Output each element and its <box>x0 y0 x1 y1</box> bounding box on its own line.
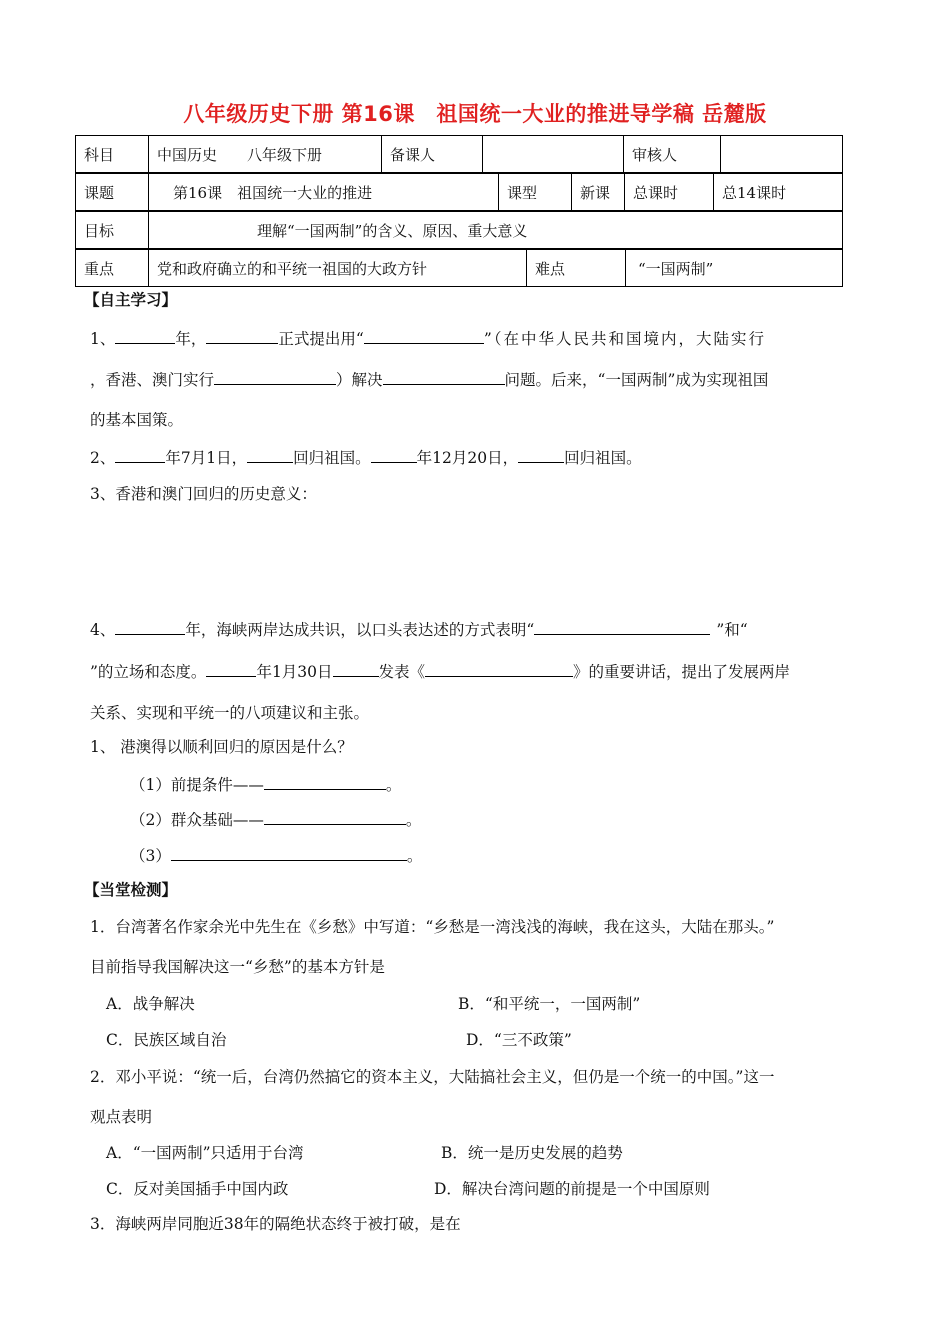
lesson-info-table <box>75 135 843 173</box>
difficulty-value: “一国两制” <box>626 250 843 287</box>
reviewer-label: 审核人 <box>624 136 721 173</box>
lesson-label: 课题 <box>76 174 149 211</box>
check-question-2-line-1: 2．邓小平说：“统一后，台湾仍然搞它的资本主义，大陆搞社会主义，但仍是一个统一的中国。”这一 <box>90 1068 775 1086</box>
table-row <box>76 250 843 287</box>
question-1-line-2: ，香港、澳门实行 ）解决 问题。后来，“一国两制”成为实现祖国 <box>90 371 769 389</box>
question-4-line-2: ”的立场和态度。 年1月30日 发表《 》的重要讲话，提出了发展两岸 <box>90 663 791 681</box>
lesson-value: 第16课 祖国统一大业的推进 <box>149 174 499 211</box>
check-question-3-line-1: 3．海峡两岸同胞近38年的隔绝状态终于被打破，是在 <box>90 1215 461 1233</box>
question-5-item-2: （2）群众基础—— 。 <box>130 811 422 829</box>
check-question-1-option-a: A．战争解决 <box>106 995 195 1013</box>
question-1-line-3: 的基本国策。 <box>90 411 184 429</box>
total-value: 总14课时 <box>714 174 843 211</box>
question-1-line-1: 1、 年， 正式提出用“ ”（在中华人民共和国境内，大陆实行 <box>90 330 767 348</box>
section-heading-self-study: 【自主学习】 <box>84 291 178 309</box>
check-question-2-option-a: A．“一国两制”只适用于台湾 <box>106 1144 304 1162</box>
preparer-value <box>483 136 624 173</box>
question-5: 1、 港澳得以顺利回归的原因是什么？ <box>90 738 353 756</box>
subject-label: 科目 <box>76 136 149 173</box>
question-4-line-1: 4、 年，海峡两岸达成共识，以口头表达述的方式表明“ ”和“ <box>90 621 748 639</box>
check-question-2-option-d: D．解决台湾问题的前提是一个中国原则 <box>434 1180 710 1198</box>
check-question-1-line-2: 目前指导我国解决这一“乡愁”的基本方针是 <box>90 958 385 976</box>
reviewer-value <box>721 136 843 173</box>
goal-value: 理解“一国两制”的含义、原因、重大意义 <box>149 212 843 249</box>
document-title: 八年级历史下册 第16课 祖国统一大业的推进导学稿 岳麓版 <box>183 102 767 126</box>
check-question-1-option-d: D．“三不政策” <box>466 1031 572 1049</box>
goal-label: 目标 <box>76 212 149 249</box>
table-row <box>76 174 843 211</box>
check-question-1-option-b: B．“和平统一，一国两制” <box>458 995 641 1013</box>
type-value: 新课 <box>572 174 625 211</box>
total-label: 总课时 <box>625 174 714 211</box>
key-label: 重点 <box>76 250 149 287</box>
lesson-info-table-row2 <box>75 173 843 211</box>
question-5-item-3: （3） 。 <box>130 847 423 865</box>
section-heading-check: 【当堂检测】 <box>84 881 178 899</box>
lesson-info-table-row3 <box>75 211 843 249</box>
table-row <box>76 136 843 173</box>
key-value: 党和政府确立的和平统一祖国的大政方针 <box>149 250 527 287</box>
difficulty-label: 难点 <box>527 250 626 287</box>
preparer-label: 备课人 <box>382 136 483 173</box>
question-2: 2、 年7月1日， 回归祖国。 年12月20日， 回归祖国。 <box>90 449 642 467</box>
check-question-1-line-1: 1．台湾著名作家余光中先生在《乡愁》中写道：“乡愁是一湾浅浅的海峡，我在这头，大陆在那头。” <box>90 918 775 936</box>
table-row <box>76 212 843 249</box>
question-4-line-3: 关系、实现和平统一的八项建议和主张。 <box>90 704 370 722</box>
question-3: 3、香港和澳门回归的历史意义： <box>90 485 317 503</box>
check-question-2-option-b: B．统一是历史发展的趋势 <box>441 1144 623 1162</box>
check-question-2-option-c: C．反对美国插手中国内政 <box>106 1180 289 1198</box>
type-label: 课型 <box>499 174 572 211</box>
check-question-2-line-2: 观点表明 <box>90 1108 153 1126</box>
check-question-1-option-c: C．民族区域自治 <box>106 1031 227 1049</box>
subject-value: 中国历史 八年级下册 <box>149 136 382 173</box>
lesson-info-table-row4 <box>75 249 843 287</box>
question-5-item-1: （1）前提条件—— 。 <box>130 776 402 794</box>
